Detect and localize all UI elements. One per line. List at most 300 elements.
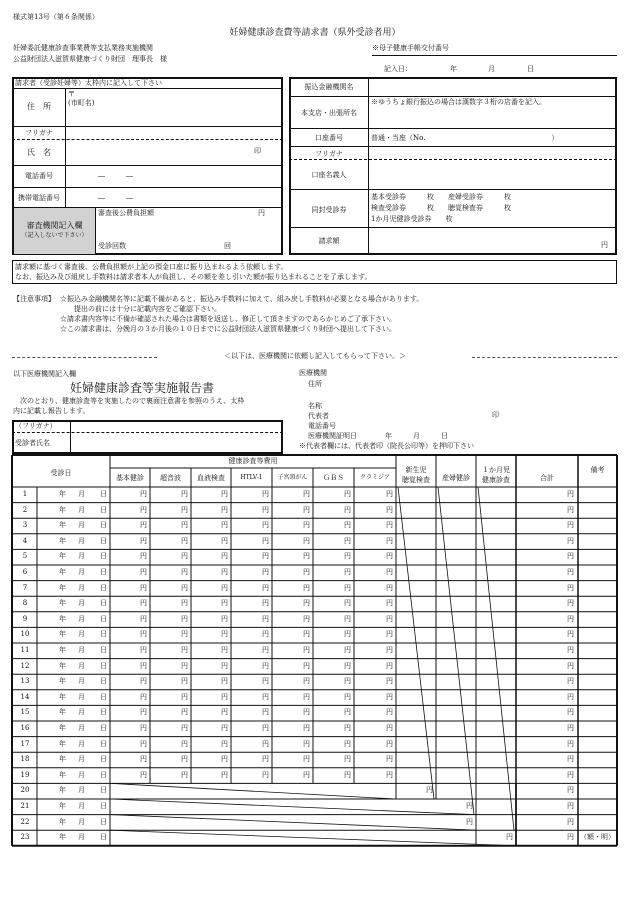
col-header-1: 基本健診 [116, 474, 144, 482]
row-number: 1 [22, 490, 28, 498]
row-number: 8 [22, 599, 28, 608]
notice-line-1: 請求額に基づく審査後、公費負担額が上記の預金口座に振り込まれるよう依頼します。 [15, 263, 288, 271]
row-cell-yen[interactable]: 円 [386, 568, 393, 576]
institution-phone-label: 電話番号 [308, 422, 336, 430]
row-month: 月 [78, 755, 85, 764]
row-cell-yen[interactable]: 円 [221, 755, 228, 764]
row-day: 日 [100, 521, 107, 530]
row-remarks: （額・明） [580, 833, 615, 842]
row-number: 11 [20, 646, 30, 654]
row-year: 年 [59, 724, 66, 732]
phone-label: 電話番号 [25, 172, 53, 180]
row-cell-yen[interactable]: 円 [344, 599, 351, 608]
visits-label: 受診回数 [98, 242, 126, 250]
row-total-yen[interactable]: 円 [567, 505, 574, 514]
row-cell-yen[interactable]: 円 [344, 646, 351, 654]
institution-label: 医療機関 [299, 369, 327, 377]
row-cell-yen[interactable]: 円 [303, 677, 310, 686]
patient-name-label: 受診者氏名 [15, 439, 50, 447]
row-cell-yen[interactable]: 円 [181, 568, 188, 576]
row-cell-yen[interactable]: 円 [181, 552, 188, 561]
row-cell-yen[interactable]: 円 [221, 708, 228, 717]
row-number: 7 [22, 583, 28, 592]
row-cell-yen[interactable]: 円 [181, 490, 188, 498]
row-year: 年 [59, 552, 66, 561]
row-cell-yen[interactable]: 円 [303, 661, 310, 670]
divider-text: ＜以下は、医療機関に依頼し記入してもらって下さい。＞ [224, 352, 406, 360]
row-cell-yen[interactable]: 円 [303, 599, 310, 608]
review-label: 審査機関記入欄 [26, 221, 83, 230]
row-cell-yen[interactable]: 円 [386, 583, 393, 592]
row-cell-yen[interactable]: 円 [221, 614, 228, 623]
row-postnatal-yen[interactable]: 円 [466, 802, 473, 810]
account-label: 口座番号 [315, 134, 343, 142]
row-cell-yen[interactable]: 円 [221, 568, 228, 576]
row-cell-yen[interactable]: 円 [386, 661, 393, 670]
row-cell-yen[interactable]: 円 [386, 505, 393, 514]
caution-2: ☆請求書内容等に不備が確認された場合は書類を返送し、修正して頂きますのであらかじめご了承下さい。 [60, 315, 396, 323]
row-month: 月 [78, 536, 85, 545]
row-cell-yen[interactable]: 円 [386, 599, 393, 608]
row-cell-yen[interactable]: 円 [386, 490, 393, 498]
row-day: 日 [100, 708, 107, 717]
name-label: 氏 名 [27, 148, 51, 157]
institution-address-label: 住所 [308, 380, 322, 388]
row-year: 年 [59, 692, 66, 701]
row-day: 日 [100, 568, 107, 576]
report-title: 妊婦健康診査等実施報告書 [70, 381, 215, 395]
row-cell-yen[interactable]: 円 [221, 724, 228, 732]
report-intro-1: 次のとおり、健康診査等を実施したので裏面注意書を参照のうえ、太枠 [20, 397, 245, 405]
row-cell-yen[interactable]: 円 [181, 614, 188, 623]
caution-3: ☆この請求書は、分娩月の３か月後の１０日までに公益財団法人滋賀県健康づくり財団へ提出して下さい。 [60, 325, 396, 333]
row-cell-yen[interactable]: 円 [344, 724, 351, 732]
row-cell-yen[interactable]: 円 [221, 583, 228, 592]
row-number: 18 [20, 755, 30, 764]
address-label: 住 所 [27, 102, 51, 111]
row-cell-yen[interactable]: 円 [262, 755, 269, 764]
row-day: 日 [100, 833, 107, 842]
row-cell-yen[interactable]: 円 [344, 677, 351, 686]
row-year: 年 [59, 583, 66, 592]
row-cell-yen[interactable]: 円 [181, 739, 188, 748]
row-cell-yen[interactable]: 円 [386, 692, 393, 701]
row-number: 2 [22, 505, 28, 514]
col-newborn-line1: 新生児 [405, 466, 427, 474]
row-cell-yen[interactable]: 円 [262, 614, 269, 623]
row-total-yen[interactable]: 円 [567, 521, 574, 530]
row-number: 4 [22, 536, 28, 545]
row-day: 日 [100, 505, 107, 514]
seal-mark: 印 [254, 147, 261, 155]
row-cell-yen[interactable]: 円 [221, 599, 228, 608]
row-total-yen[interactable]: 円 [567, 786, 574, 795]
row-postnatal-yen[interactable]: 円 [466, 817, 473, 826]
row-cell-yen[interactable]: 円 [221, 536, 228, 545]
col-header-2: 超音波 [160, 474, 181, 482]
row-total-yen[interactable]: 円 [567, 646, 574, 654]
col-group-header: 健康診査等費用 [228, 457, 278, 465]
row-year: 年 [59, 739, 66, 748]
row-cell-yen[interactable]: 円 [303, 505, 310, 514]
row-cell-yen[interactable]: 円 [386, 770, 393, 779]
row-month: 月 [78, 583, 85, 592]
row-cell-yen[interactable]: 円 [386, 552, 393, 561]
row-month: 月 [78, 568, 85, 576]
row-cell-yen[interactable]: 円 [344, 630, 351, 639]
row-cell-yen[interactable]: 円 [221, 739, 228, 748]
row-cell-yen[interactable]: 円 [221, 661, 228, 670]
row-year: 年 [59, 755, 66, 764]
row-cell-yen[interactable]: 円 [344, 583, 351, 592]
row-day: 日 [100, 583, 107, 592]
row-cell-yen[interactable]: 円 [181, 646, 188, 654]
row-cell-yen[interactable]: 円 [344, 536, 351, 545]
row-cell-yen[interactable]: 円 [303, 770, 310, 779]
yucho-note: ※ゆうちょ銀行振込の場合は漢数字３桁の店番を記入。 [371, 98, 546, 106]
row-year: 年 [59, 568, 66, 576]
row-cell-yen[interactable]: 円 [181, 661, 188, 670]
row-month: 月 [78, 552, 85, 561]
row-day: 日 [100, 817, 107, 826]
row-month: 月 [78, 505, 85, 514]
addressee-line-2: 公益財団法人滋賀県健康づくり財団 理事長 様 [13, 55, 167, 63]
row-month: 月 [78, 490, 85, 498]
row-total-yen[interactable]: 円 [567, 661, 574, 670]
row-number: 17 [20, 739, 30, 748]
row-cell-yen[interactable]: 円 [344, 708, 351, 717]
row-day: 日 [100, 646, 107, 654]
row-cell-yen[interactable]: 円 [181, 677, 188, 686]
row-total-yen[interactable]: 円 [567, 692, 574, 701]
row-cell-yen[interactable]: 円 [140, 583, 147, 592]
row-cell-yen[interactable]: 円 [221, 630, 228, 639]
row-total-yen[interactable]: 円 [567, 817, 574, 826]
date-label: 記入日： [384, 65, 412, 73]
row-cell-yen[interactable]: 円 [262, 692, 269, 701]
col-total-header: 合計 [540, 474, 554, 482]
row-total-yen[interactable]: 円 [567, 630, 574, 639]
row-cell-yen[interactable]: 円 [140, 568, 147, 576]
row-cell-yen[interactable]: 円 [140, 536, 147, 545]
row-cell-yen[interactable]: 円 [262, 739, 269, 748]
row-cell-yen[interactable]: 円 [303, 646, 310, 654]
row-cell-yen[interactable]: 円 [262, 536, 269, 545]
row-cell-yen[interactable]: 円 [262, 490, 269, 498]
row-cell-yen[interactable]: 円 [140, 692, 147, 701]
row-cell-yen[interactable]: 円 [181, 724, 188, 732]
row-total-yen[interactable]: 円 [567, 599, 574, 608]
row-number: 15 [20, 708, 30, 717]
row-cell-yen[interactable]: 円 [221, 505, 228, 514]
row-cell-yen[interactable]: 円 [344, 614, 351, 623]
row-year: 年 [59, 490, 66, 498]
row-cell-yen[interactable]: 円 [140, 521, 147, 530]
row-cell-yen[interactable]: 円 [303, 739, 310, 748]
caution-1: ☆振込み金融機関名等に記載不備があると、振込み手数料に加えて、組み戻し手数料が必要となる場合があります。 [60, 295, 424, 303]
row-cell-yen[interactable]: 円 [221, 521, 228, 530]
row-cell-yen[interactable]: 円 [386, 708, 393, 717]
institution-cert-date: 医療機関証明日 年 月 日 [308, 432, 448, 440]
row-cell-yen[interactable]: 円 [140, 661, 147, 670]
institution-name-label: 名称 [308, 402, 322, 410]
row-cell-yen[interactable]: 円 [181, 536, 188, 545]
row-cell-yen[interactable]: 円 [140, 630, 147, 639]
row-total-yen[interactable]: 円 [567, 490, 574, 498]
row-newborn-yen[interactable]: 円 [426, 786, 433, 795]
row-cell-yen[interactable]: 円 [262, 724, 269, 732]
row-total-yen[interactable]: 円 [567, 802, 574, 810]
row-day: 日 [100, 536, 107, 545]
row-month: 月 [78, 786, 85, 795]
row-cell-yen[interactable]: 円 [262, 646, 269, 654]
notice-line-2: なお、振込み及び組戻し手数料は請求者本人が負担し、その額を差し引いた額が振り込まれることを了承します。 [15, 273, 372, 281]
col-header-5: 子宮頸がん [277, 474, 308, 481]
row-total-yen[interactable]: 円 [567, 724, 574, 732]
row-cell-yen[interactable]: 円 [181, 755, 188, 764]
row-total-yen[interactable]: 円 [567, 770, 574, 779]
col-header-7: クラミジア [359, 474, 390, 481]
review-note: （記入しないで下さい） [21, 232, 88, 239]
holder-label: 口座名義人 [311, 171, 347, 179]
row-cell-yen[interactable]: 円 [303, 583, 310, 592]
row-total-yen[interactable]: 円 [567, 755, 574, 764]
patient-furigana-label: （フリガナ） [15, 422, 57, 430]
row-cell-yen[interactable]: 円 [303, 755, 310, 764]
row-number: 6 [22, 568, 28, 576]
row-number: 3 [22, 521, 28, 530]
row-day: 日 [100, 770, 107, 779]
row-day: 日 [100, 490, 107, 498]
row-number: 9 [22, 614, 28, 623]
claim-label: 請求額 [318, 237, 340, 245]
row-year: 年 [59, 521, 66, 530]
row-cell-yen[interactable]: 円 [140, 677, 147, 686]
row-cell-yen[interactable]: 円 [181, 521, 188, 530]
col-date-header: 受診日 [50, 469, 72, 477]
ticket-line-2: 検査受診券 枚 聴覚検査券 枚 [371, 204, 511, 212]
row-cell-yen[interactable]: 円 [140, 739, 147, 748]
row-cell-yen[interactable]: 円 [140, 505, 147, 514]
city-label: (市町名) [68, 99, 95, 107]
row-cell-yen[interactable]: 円 [344, 770, 351, 779]
burden-label: 審査後公費負担額 [98, 209, 154, 217]
row-cell-yen[interactable]: 円 [262, 599, 269, 608]
row-year: 年 [59, 630, 66, 639]
row-cell-yen[interactable]: 円 [344, 692, 351, 701]
row-day: 日 [100, 614, 107, 623]
row-cell-yen[interactable]: 円 [303, 536, 310, 545]
row-cell-yen[interactable]: 円 [181, 630, 188, 639]
row-number: 13 [20, 677, 30, 686]
row-month: 月 [78, 817, 85, 826]
row-cell-yen[interactable]: 円 [386, 739, 393, 748]
row-cell-yen[interactable]: 円 [181, 708, 188, 717]
account-input[interactable]: 普通・当座（No. ） [371, 134, 559, 142]
row-number: 16 [20, 724, 30, 732]
holder-furigana-label: フリガナ [315, 150, 343, 158]
row-total-yen[interactable]: 円 [567, 583, 574, 592]
row-number: 22 [20, 817, 30, 826]
row-month: 月 [78, 724, 85, 732]
furigana-label: フリガナ [25, 129, 53, 137]
row-cell-yen[interactable]: 円 [181, 692, 188, 701]
row-day: 日 [100, 599, 107, 608]
row-total-yen[interactable]: 円 [567, 677, 574, 686]
row-total-yen[interactable]: 円 [567, 739, 574, 748]
row-year: 年 [59, 708, 66, 717]
row-cell-yen[interactable]: 円 [262, 708, 269, 717]
row-cell-yen[interactable]: 円 [221, 770, 228, 779]
form-title: 妊婦健康診査費等請求書（県外受診者用） [229, 28, 401, 38]
row-month: 月 [78, 614, 85, 623]
col-newborn-line2: 聴覚検査 [402, 476, 430, 484]
col-remarks-header: 備考 [590, 466, 605, 474]
form-number: 様式第13号（第６条関係） [13, 13, 99, 21]
row-cell-yen[interactable]: 円 [140, 599, 147, 608]
row-cell-yen[interactable]: 円 [344, 661, 351, 670]
row-day: 日 [100, 786, 107, 795]
row-year: 年 [59, 505, 66, 514]
row-number: 21 [20, 802, 30, 810]
row-month: 月 [78, 739, 85, 748]
row-year: 年 [59, 646, 66, 654]
row-month: 月 [78, 708, 85, 717]
row-day: 日 [100, 755, 107, 764]
row-cell-yen[interactable]: 円 [386, 755, 393, 764]
row-month: 月 [78, 677, 85, 686]
row-cell-yen[interactable]: 円 [140, 552, 147, 561]
row-cell-yen[interactable]: 円 [386, 646, 393, 654]
row-cell-yen[interactable]: 円 [344, 739, 351, 748]
row-year: 年 [59, 770, 66, 779]
row-cell-yen[interactable]: 円 [262, 661, 269, 670]
row-number: 14 [20, 692, 30, 701]
row-cell-yen[interactable]: 円 [386, 724, 393, 732]
row-cell-yen[interactable]: 円 [181, 770, 188, 779]
row-cell-yen[interactable]: 円 [262, 677, 269, 686]
row-cell-yen[interactable]: 円 [344, 755, 351, 764]
mobile-input[interactable]: ― ― [98, 194, 133, 202]
row-cell-yen[interactable]: 円 [303, 490, 310, 498]
row-number: 12 [20, 661, 30, 670]
row-cell-yen[interactable]: 円 [140, 770, 147, 779]
row-cell-yen[interactable]: 円 [262, 552, 269, 561]
row-day: 日 [100, 630, 107, 639]
row-number: 23 [20, 833, 30, 842]
row-cell-yen[interactable]: 円 [386, 521, 393, 530]
row-cell-yen[interactable]: 円 [344, 490, 351, 498]
row-cell-yen[interactable]: 円 [140, 490, 147, 498]
row-total-yen[interactable]: 円 [567, 568, 574, 576]
row-cell-yen[interactable]: 円 [303, 692, 310, 701]
row-cell-yen[interactable]: 円 [386, 630, 393, 639]
branch-label: 本支店・出張所名 [301, 109, 357, 117]
row-cell-yen[interactable]: 円 [262, 521, 269, 530]
row-year: 年 [59, 677, 66, 686]
row-cell-yen[interactable]: 円 [221, 552, 228, 561]
caution-title: 【注意事項】 [13, 295, 55, 303]
row-cell-yen[interactable]: 円 [344, 552, 351, 561]
row-cell-yen[interactable]: 円 [181, 599, 188, 608]
row-cell-yen[interactable]: 円 [344, 568, 351, 576]
col-postnatal-header: 産婦健診 [442, 474, 470, 482]
row-cell-yen[interactable]: 円 [181, 583, 188, 592]
phone-input[interactable]: ― ― [98, 172, 133, 180]
row-cell-yen[interactable]: 円 [262, 505, 269, 514]
row-cell-yen[interactable]: 円 [303, 708, 310, 717]
row-cell-yen[interactable]: 円 [303, 630, 310, 639]
row-day: 日 [100, 661, 107, 670]
postal-mark: 〒 [68, 90, 75, 98]
row-cell-yen[interactable]: 円 [303, 724, 310, 732]
row-cell-yen[interactable]: 円 [386, 677, 393, 686]
row-cell-yen[interactable]: 円 [344, 521, 351, 530]
row-cell-yen[interactable]: 円 [262, 770, 269, 779]
row-cell-yen[interactable]: 円 [303, 568, 310, 576]
row-cell-yen[interactable]: 円 [181, 505, 188, 514]
row-day: 日 [100, 552, 107, 561]
row-cell-yen[interactable]: 円 [386, 536, 393, 545]
row-cell-yen[interactable]: 円 [140, 708, 147, 717]
row-cell-yen[interactable]: 円 [221, 677, 228, 686]
row-cell-yen[interactable]: 円 [344, 505, 351, 514]
row-cell-yen[interactable]: 円 [386, 614, 393, 623]
caution-1b: 提出の前には十分に記載内容をご確認下さい。 [74, 305, 221, 313]
row-day: 日 [100, 802, 107, 810]
ticket-line-1: 基本受診券 枚 産婦受診券 枚 [371, 193, 511, 201]
row-cell-yen[interactable]: 円 [262, 630, 269, 639]
report-intro-2: 内に記載し報告します。 [13, 407, 90, 415]
row-cell-yen[interactable]: 円 [140, 755, 147, 764]
row-month: 月 [78, 646, 85, 654]
boshi-number-label: ※母子健康手帳交付番号 [372, 44, 449, 52]
col-header-6: ＧＢＳ [323, 474, 344, 482]
row-cell-yen[interactable]: 円 [303, 521, 310, 530]
col-onemonth-line2: 健康診査 [482, 476, 510, 484]
row-onemonth-yen[interactable]: 円 [506, 833, 513, 842]
row-total-yen[interactable]: 円 [567, 536, 574, 545]
row-day: 日 [100, 739, 107, 748]
row-month: 月 [78, 661, 85, 670]
row-cell-yen[interactable]: 円 [303, 614, 310, 623]
row-year: 年 [59, 817, 66, 826]
ticket-line-3: 1か月児健診受診券 枚 [371, 215, 453, 223]
row-cell-yen[interactable]: 円 [140, 724, 147, 732]
row-cell-yen[interactable]: 円 [262, 568, 269, 576]
col-header-4: HTLV-1 [240, 474, 263, 481]
row-total-yen[interactable]: 円 [567, 552, 574, 561]
row-month: 月 [78, 833, 85, 842]
row-total-yen[interactable]: 円 [567, 708, 574, 717]
row-year: 年 [59, 599, 66, 608]
row-cell-yen[interactable]: 円 [221, 692, 228, 701]
row-total-yen[interactable]: 円 [567, 833, 574, 842]
institution-seal: 印 [492, 411, 499, 419]
row-cell-yen[interactable]: 円 [303, 552, 310, 561]
row-number: 10 [20, 630, 30, 639]
row-cell-yen[interactable]: 円 [262, 583, 269, 592]
row-cell-yen[interactable]: 円 [140, 646, 147, 654]
addressee-line-1: 妊婦委託健康診査事業費等支払業務実施機関 [13, 44, 153, 52]
row-total-yen[interactable]: 円 [567, 614, 574, 623]
row-cell-yen[interactable]: 円 [221, 646, 228, 654]
row-cell-yen[interactable]: 円 [140, 614, 147, 623]
row-month: 月 [78, 692, 85, 701]
row-cell-yen[interactable]: 円 [221, 490, 228, 498]
row-month: 月 [78, 521, 85, 530]
row-year: 年 [59, 614, 66, 623]
